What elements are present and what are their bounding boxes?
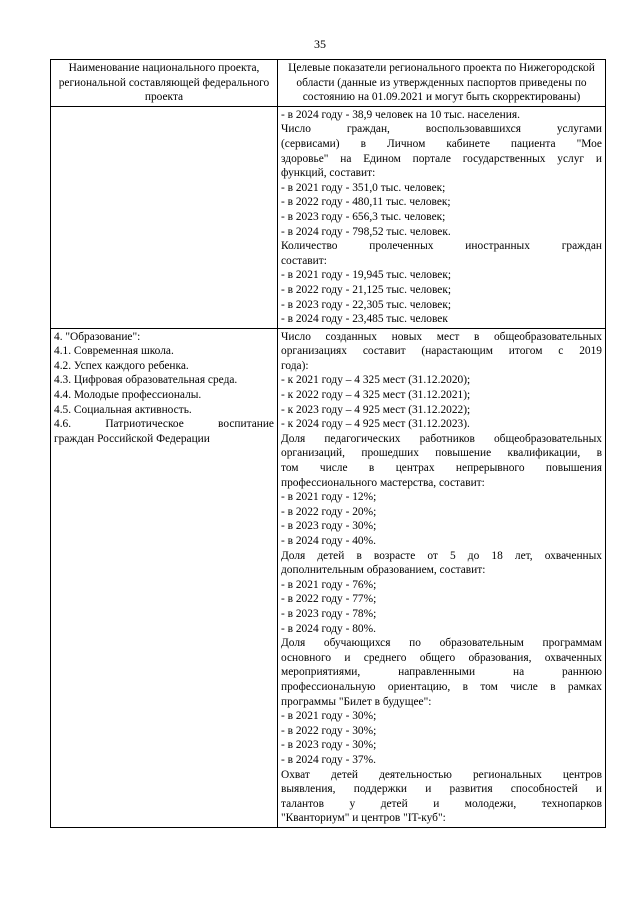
- text-line: профессиональную ориентацию, в том числе в рамках: [281, 680, 602, 693]
- text-line: 4.4. Молодые профессионалы.: [54, 389, 202, 402]
- table-row: [51, 106, 606, 328]
- text-line: Доля детей в возрасте от 5 до 18 лет, охваченных: [281, 549, 602, 562]
- text-line: составит:: [281, 254, 327, 267]
- page-number: 35: [314, 37, 326, 51]
- table-row: [51, 328, 606, 827]
- text-line: - к 2023 году – 4 925 мест (31.12.2022);: [281, 403, 471, 416]
- text-line: - в 2021 году - 19,945 тыс. человек;: [281, 269, 452, 282]
- text-line: Доля обучающихся по образовательным программам: [281, 637, 602, 650]
- text-line: 4.2. Успех каждого ребенка.: [54, 359, 189, 372]
- text-line: - к 2024 году – 4 925 мест (31.12.2023).: [281, 418, 470, 431]
- row1-indicators-cell: [278, 106, 606, 328]
- text-line: мероприятиями, направленными на раннюю: [281, 666, 602, 679]
- row1-indicators-list: [281, 108, 602, 327]
- text-line: организациях составит (нарастающим итогом с 2019: [281, 345, 602, 358]
- table-header-row: [51, 60, 606, 107]
- text-line: - в 2023 году - 656,3 тыс. человек;: [281, 210, 446, 223]
- text-line: Число созданных новых мест в общеобразовательных: [281, 330, 602, 343]
- text-line: года):: [281, 359, 309, 372]
- row2-indicators-list: [281, 330, 602, 826]
- text-line: Количество пролеченных иностранных граждан: [281, 240, 602, 253]
- text-line: Охват детей деятельностью региональных центров: [281, 768, 602, 781]
- row2-project-list: [54, 330, 274, 447]
- text-line: - к 2021 году – 4 325 мест (31.12.2020);: [281, 374, 471, 387]
- text-line: - в 2023 году - 22,305 тыс. человек;: [281, 298, 452, 311]
- text-line: (сервисами) в Личном кабинете пациента "Мое: [281, 137, 602, 150]
- text-line: 4. "Образование":: [54, 330, 141, 343]
- text-line: Доля педагогических работников общеобразовательных: [281, 432, 602, 445]
- text-line: - в 2024 году - 38,9 человек на 10 тыс. населения.: [281, 108, 520, 121]
- text-line: - в 2021 году - 30%;: [281, 710, 377, 723]
- text-line: - в 2022 году - 77%;: [281, 593, 377, 606]
- text-line: Число граждан, воспользовавшихся услугами: [281, 123, 602, 136]
- text-line: - в 2022 году - 20%;: [281, 505, 377, 518]
- row2-project-cell: [51, 328, 278, 827]
- row1-project-cell: [51, 106, 278, 328]
- text-line: - в 2021 году - 12%;: [281, 491, 377, 504]
- text-line: - в 2024 году - 798,52 тыс. человек.: [281, 225, 451, 238]
- text-line: - в 2024 году - 23,485 тыс. человек: [281, 313, 448, 326]
- text-line: - в 2021 году - 76%;: [281, 578, 377, 591]
- text-line: - к 2022 году – 4 325 мест (31.12.2021);: [281, 389, 471, 402]
- text-line: 4.5. Социальная активность.: [54, 403, 192, 416]
- text-line: - в 2024 году - 80%.: [281, 622, 376, 635]
- text-line: организаций, прошедших повышение квалификации, в: [281, 447, 602, 460]
- text-line: профессионального мастерства, составит:: [281, 476, 485, 489]
- text-line: - в 2022 году - 30%;: [281, 724, 377, 737]
- row2-indicators-cell: [278, 328, 606, 827]
- text-line: - в 2023 году - 30%;: [281, 520, 377, 533]
- header-project-name: Наименование национального проекта, региональной составляющей федерального проекта: [51, 60, 278, 107]
- text-line: - в 2022 году - 480,11 тыс. человек;: [281, 196, 451, 209]
- text-line: - в 2023 году - 30%;: [281, 739, 377, 752]
- text-line: 4.3. Цифровая образовательная среда.: [54, 374, 238, 387]
- text-line: "Кванториум" и центров "IT-куб":: [281, 812, 446, 825]
- text-line: 4.1. Современная школа.: [54, 345, 174, 358]
- text-line: 4.6. Патриотическое воспитание: [54, 418, 274, 431]
- text-line: дополнительным образованием, составит:: [281, 564, 486, 577]
- text-line: выявления, поддержки и развития способностей и: [281, 783, 602, 796]
- text-line: основного и среднего общего образования, охваченных: [281, 651, 602, 664]
- header-target-indicators: Целевые показатели регионального проекта по Нижегородской области (данные из утвержденных паспортов приведены по состоянию на 01.09.2021 и могут быть скорректированы): [278, 60, 606, 107]
- text-line: программы "Билет в будущее":: [281, 695, 432, 708]
- text-line: - в 2021 году - 351,0 тыс. человек;: [281, 181, 446, 194]
- text-line: том числе в центрах непрерывного повышения: [281, 462, 602, 475]
- text-line: - в 2024 году - 40%.: [281, 535, 376, 547]
- indicators-table: [50, 59, 606, 828]
- text-line: граждан Российской Федерации: [54, 432, 210, 445]
- text-line: - в 2022 году - 21,125 тыс. человек;: [281, 283, 452, 296]
- text-line: - в 2023 году - 78%;: [281, 607, 377, 620]
- text-line: талантов у детей и молодежи, технопарков: [281, 797, 602, 810]
- text-line: - в 2024 году - 37%.: [281, 753, 376, 766]
- text-line: здоровье" на Едином портале государственных услуг и: [281, 152, 602, 165]
- text-line: функций, составит:: [281, 167, 376, 180]
